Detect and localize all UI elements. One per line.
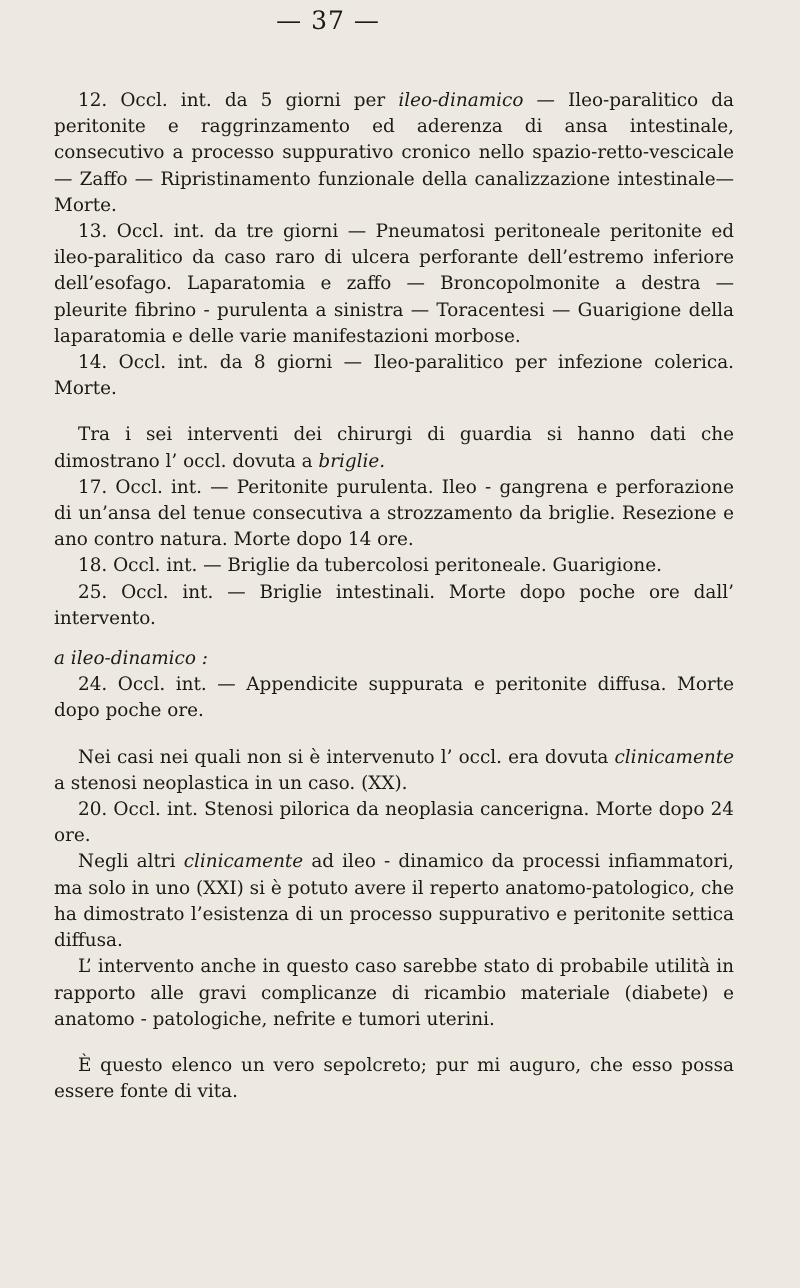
case-24-paragraph: 24. Occl. int. — Appendicite suppurata e peritonite diffusa. Morte dopo poche ore. [54, 674, 734, 722]
non-intervenuto-text: Nei casi nei quali non si è intervenuto l’ occl. era dovuta [78, 746, 615, 768]
closing-paragraph: È questo elenco un vero sepolcreto; pur mi auguro, che esso possa essere fonte di vita. [54, 1054, 734, 1103]
body-text [54, 88, 734, 1105]
case-17-paragraph: 17. Occl. int. — Peritonite purulenta. Ileo - gangrena e perforazione di un’ansa del tenue consecutiva a strozzamento da briglie. Resezione e ano contro natura. Morte dopo 14 ore. [54, 476, 734, 551]
negli-altri-lead: Negli altri [78, 851, 184, 873]
negli-altri-italic-term: clinicamente [183, 851, 304, 873]
section-gap [54, 725, 734, 745]
briglie-italic-term: briglie. [318, 450, 386, 472]
section-gap [54, 402, 734, 422]
case-12-text: — Ileo-paralitico da peritonite e raggrinzamento ed aderenza di ansa intestinale, consecutivo a processo suppurativo cronico nello spazio-retto-vescicale — Zaffo — Ripristinamento funzionale della canalizzazione intestinale—Morte. [54, 90, 734, 216]
case-13-paragraph: 13. Occl. int. da tre giorni — Pneumatosi peritoneale peritonite ed ileo-paralitico da caso raro di ulcera perforante dell’estremo inferiore dell’esofago. Laparatomia e zaffo — Broncopolmonite a destra — pleurite fibrino - purulenta a sinistra — Toracentesi — Guarigione della laparatomia e delle varie manifestazioni morbose. [54, 221, 734, 347]
negli-altri-paragraph [54, 849, 734, 954]
clinicamente-italic-term: clinicamente [614, 746, 734, 768]
briglie-intro-text: Tra i sei interventi dei chirurgi di guardia si hanno dati che dimostrano l’ occl. dovuta a [54, 424, 734, 472]
case-12-italic-term: ileo-dinamico [398, 90, 524, 111]
negli-altri-text: ad ileo - dinamico da processi infiammatori, ma solo in uno (XXI) si è potuto avere il reperto anatomo-patologico, che ha dimostrato l’esistenza di un processo suppurativo e peritonite settica diffusa. [54, 851, 734, 952]
page-number: — 37 — [276, 6, 380, 35]
section-gap [54, 632, 734, 646]
case-12-lead: 12. Occl. int. da 5 giorni per [78, 90, 399, 111]
case-12-paragraph [54, 88, 734, 219]
case-18-paragraph: 18. Occl. int. — Briglie da tubercolosi peritoneale. Guarigione. [78, 555, 663, 577]
section-gap [54, 1033, 734, 1053]
non-intervenuto-paragraph [54, 745, 734, 797]
case-14-paragraph: 14. Occl. int. da 8 giorni — Ileo-paralitico per infezione colerica. Morte. [54, 352, 734, 400]
intervento-paragraph: L’ intervento anche in questo caso sarebbe stato di probabile utilità in rapporto alle gravi complicanze di ricambio materiale (diabete) e anatomo - patologiche, nefrite e tumori uterini. [54, 956, 734, 1030]
ileo-dinamico-heading: a ileo-dinamico : [54, 648, 208, 670]
case-20-paragraph: 20. Occl. int. Stenosi pilorica da neoplasia cancerigna. Morte dopo 24 ore. [54, 799, 734, 847]
briglie-intro-paragraph [54, 422, 734, 474]
case-25-paragraph: 25. Occl. int. — Briglie intestinali. Morte dopo poche ore dall’ intervento. [54, 581, 734, 629]
non-intervenuto-rest: a stenosi neoplastica in un caso. (XX). [54, 772, 408, 794]
